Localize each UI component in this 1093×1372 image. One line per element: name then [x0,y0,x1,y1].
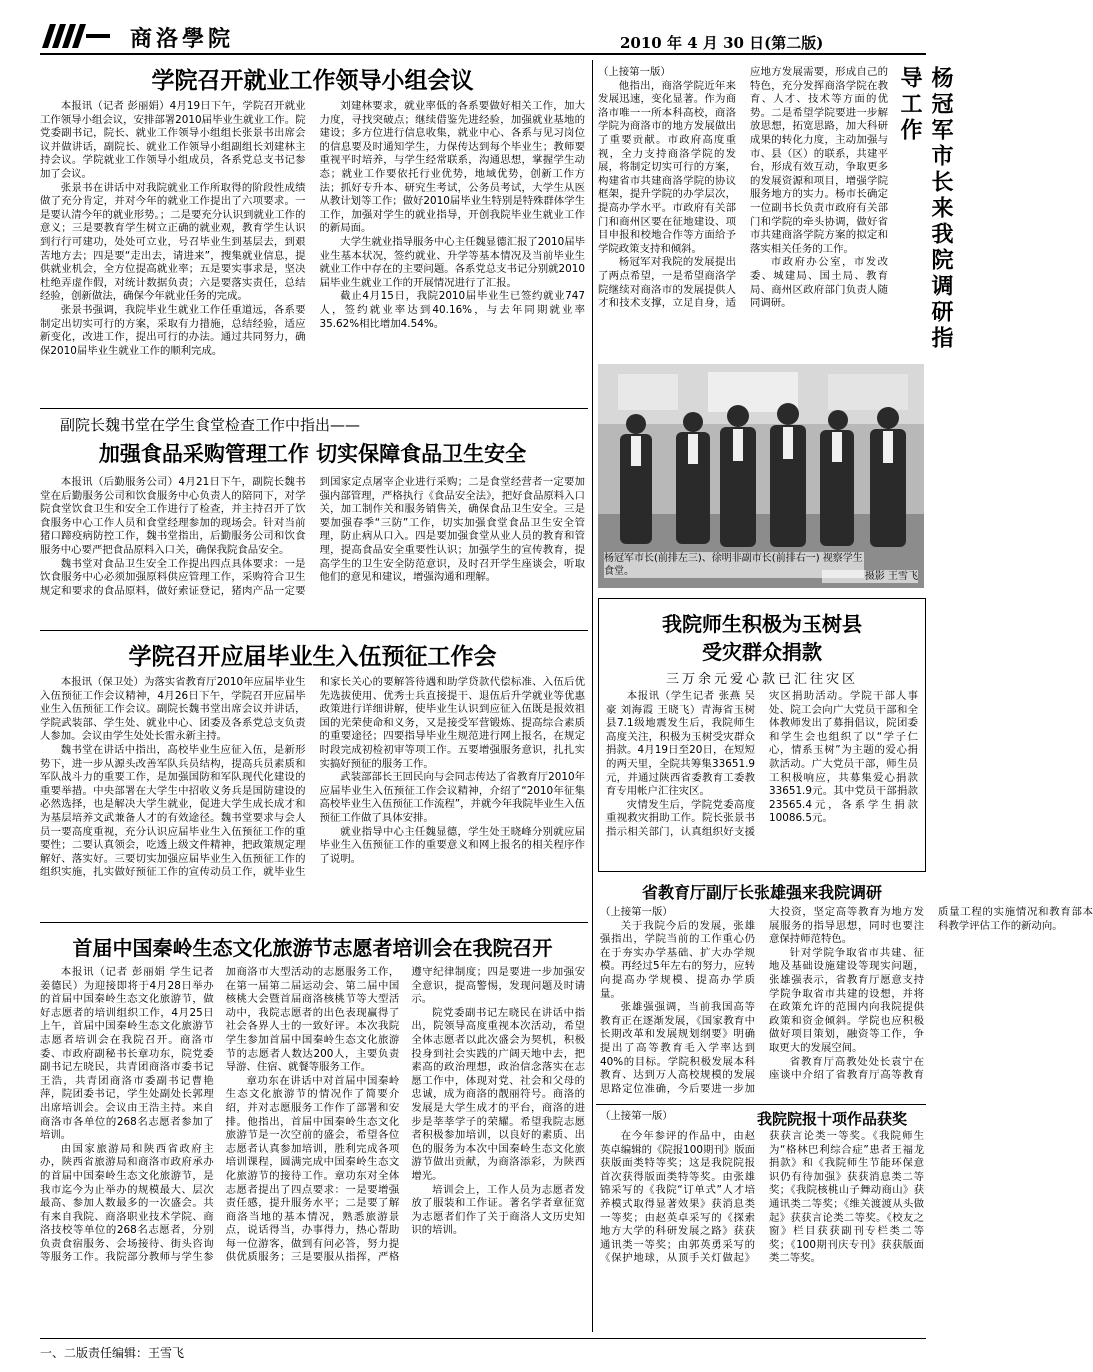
paragraph: 魏书堂在讲话中指出，高校毕业生应征入伍，是新形势下，进一步从源头改善军队兵员结构，提高兵员素质和军队战斗力的重要工作，是加强国防和军队现代化建设的重要举措。中央部署在大学生中招收义务兵是国防建设的必然选择，也是解决大学生就业，促进大学生成长成才和为基层培养文武兼备人才的有效途径。魏书堂要求与会人员一要高度重视，充分认识应届毕业生入伍预征工作的重要性；二要认真领会，吃透上级文件精神，把政策规定理解好、落实好。三要切实加强应届毕业生入伍预征工作的组织实施，扎实做好预征工作的宣传动员工作，就毕业生和家长关心的要解答待遇和助学贷款代偿标准、入伍后优先选拔使用、优秀士兵直接提干、退伍后升学就业等优惠政策进行详细讲解，使毕业生认识到应征入伍既是报效祖国的光荣使命和义务，又是接受军营锻炼、提高综合素质的重要途径；四要指导毕业生规范进行网上报名，在规定时段完成初检初审等项工作。五要增强服务意识，扎扎实实搞好预征的服务工作。 [40,676,585,879]
paragraph: 关于我院今后的发展，张雄强指出，学院当前的工作重心仍在于夯实办学基础、扩大办学规模。再经过5年左右的努力，应转向提高办学规模、提高办学质量。 [600,919,755,1000]
paragraph: 他指出，商洛学院近年来发展迅速，变化显著。作为商洛市唯一一所本科高校，商洛学院为商洛市的地方发展做出了重要贡献。市政府高度重视，全力支持商洛学院的发展，将制定切实可行的方案，构建省市共建商洛学院的协议框架，提升学院的办学层次，提高办学水平。市政府有关部门和商州区要在征地建设、项目申报和校地合作等方面给予学院政策支持和倾斜。 [598,79,736,255]
column-divider [592,60,593,1332]
paragraph: 刘建林要求，就业率低的各系要做好相关工作，加大力度，寻找突破点；继续借鉴先进经验，加强就业基地的建设；多方位进行信息收集，就业中心、各系与见习岗位的信息要及时通知学生，力保传达到每个毕业生；教师要重视平时培养，与学生经常联系，沟通思想，掌握学生动态；就业工作要依托行业优势，地域优势，创新工作方法；抓好专升本、研究生考试，公务员考试，大学生从医从教计划等工作；做好2010届毕业生特别是特殊群体学生工作，加强对学生的就业指导，开创我院毕业生就业工作的新局面。 [319,100,585,235]
article-body-awards [600,1130,924,1332]
paragraph: 培训会上，工作人员为志愿者发放了服装和工作证。著名学者章征宽为志愿者们作了关于商洛人文历史知识的培训。 [411,1183,585,1237]
continued-marker-awards: （上接第一版） [600,1110,673,1122]
article-title-donation-line2: 受灾群众捐款 [702,640,822,664]
article-title-mayor-visit: 杨冠军市长来我院调研指导工作 [897,66,953,352]
masthead-title: 商洛學院 [130,26,235,52]
paragraph: 本报讯（学生记者 张燕 吴豪 刘海霞 王晓飞）青海省玉树县7.1级地震发生后，我院师生高度关注，积极为玉树受灾群众捐款。4月19日至20日，在短短的两天里，全院共筹集33651.9元，并通过陕西省委教育工委教育专用帐户汇往灾区。 [606,690,755,798]
paragraph: 本报讯（后勤服务公司）4月21日下午，副院长魏书堂在后勤服务公司和饮食服务中心负责人的陪同下，对学院食堂饮食卫生和安全工作进行了检查，并主持召开了饮食服务中心工作人员和食堂经理参加的现场会。针对当前猪口蹄疫病防控工作，魏书堂指出，后勤服务公司和饮食服务中心要严把食品原料入口关，确保我院食品安全。 [40,476,306,556]
paragraph: 张景书强调，我院毕业生就业工作任重道远，各系要制定出切实可行的方案，采取有力措施，总结经验，适应新变化，改进工作，提出可行的办法。通过共同努力，确保2010届毕业生就业工作的顺利完成。 [40,303,306,357]
paragraph: 武装部部长王回民向与会同志传达了省教育厅2010年应届毕业生入伍预征工作会议精神，介绍了“2010年征集高校毕业生入伍预征工作流程”，并就今年我院毕业生入伍预征工作做了具体安排。 [319,771,585,824]
paragraph: 本报讯（记者 彭丽娟 学生记者 姜德民）为迎接即将于4月28日举办的首届中国秦岭生态文化旅游节，做好志愿者的培训组织工作，4月25日上午，首届中国秦岭生态文化旅游节志愿者培训会在我院召开。商洛市委、市政府副秘书长章功东，院党委副书记左晓民，共青团商洛市委书记王浩，共青团商洛市委副书记曹艳萍，院团委书记，学生处副处长郭理出席培训会。会议由王浩主持。来自商洛市各单位的268名志愿者参加了培训。 [40,966,214,1142]
footer-editor: 一、二版责任编辑：王雪飞 [40,1346,185,1360]
article-title-awards: 我院院报十项作品获奖 [756,1110,907,1128]
section-divider [40,922,588,923]
paragraph: 市政府办公室，市发改委、城建局、国土局、教育局、商州区政府部门负责人随同调研。 [750,256,888,310]
paragraph: 省教育厅高教处处长袁宁在座谈中介绍了省教育厅高等教育质量工程的实施情况和教育部本科教学评估工作的新动向。 [769,906,1093,1082]
paragraph: 魏书堂对食品卫生安全工作提出四点具体要求：一是饮食服务中心必须加强原料供应管理工作，采购符合卫生规定和要求的食品原料，做好索证登记，猪肉产品一定要到国家定点屠宰企业进行采购；二是食堂经营者一定要加强内部管理，严格执行《食品安全法》，把好食品原料入口关，加工制作关和服务销售关，确保食品卫生安全。三是要加强春季“三防”工作，切实加强食堂食品卫生安全管理，防止病从口入。四是要加强食堂从业人员的教育和管理，提高食品安全重要性认识；加强学生的宣传教育，提高学生的卫生安全防范意识，及时召开学生座谈会，听取他们的意见和建议，增强沟通和理解。 [40,476,585,597]
paragraph: 杨冠军对我院的发展提出了两点希望，一是希望商洛学院继续对商洛市的发展提供人才和技术支撑，立足自身，适应地方发展需要，形成自己的特色，充分发挥商洛学院在教育、人才、技术等方面的优势。二是希望学院要进一步解放思想，拓宽思路，加大科研成果的转化力度，主动加强与市、县（区）的联系，共建平台，形成有效互动，争取更多的发展资源和项目，增强学院服务地方的实力。杨市长确定一位副书长负责市政府有关部门和学院的牵头协调，做好省市共建商洛学院方案的拟定和落实相关任务的工作。 [598,66,888,310]
article-body-donation [606,690,918,862]
paragraph: 本报讯（保卫处）为落实省教育厅2010年应届毕业生入伍预征工作会议精神，4月26日下午，学院召开应届毕业生入伍预征工作会议。副院长魏书堂出席会议并讲话，学院武装部、学生处、就业中心、团委及各系党总支负责人参加。会议由学生处处长雷永新主持。 [40,676,306,743]
paragraph: 章功东在讲话中对首届中国秦岭生态文化旅游节的情况作了简要介绍，并对志愿服务工作作了部署和安排。他指出，首届中国秦岭生态文化旅游节是一次空前的盛会，希望各位志愿者认真参加培训，胜利完成各项培训课程，圆满完成中国秦岭生态文化旅游节的接待工作。章功东对全体志愿者提出了四点要求：一是要增强责任感，提升服务水平；二是要了解商洛当地的基本情况，熟悉旅游景点，说话得当，办事得力，热心帮助每一位游客，做到有问必答，努力提供优质服务；三是要服从指挥，严格遵守纪律制度；四是要进一步加强安全意识，提高警惕，发现问题及时请示。 [225,966,585,1264]
footer-rule [40,1338,926,1339]
continued-marker: （上接第一版） [598,66,671,78]
paragraph: 在今年参评的作品中，由赵英卓编辑的《院报100期刊》版面获版面类特等奖；这是我院院报首次获得版面类特等奖。由张雄锦采写的《我院“订单式”人才培养模式取得显著效果》获消息类一等奖；由赵英卓采写的《探索地方大学的科研发展之路》获获通讯类一等奖；由郭英勇采写的《保护地球，从顶手关灯做起》获获言论类一等奖。《我院师生为“格林巴利综合症”患者王福龙捐款》和《我院师生节能环保意识仍有待加强》获获消息类二等奖；《我院核桃山子舞动商山》获通讯类二等奖；《维关渡渡从头做起》获获言论类二等奖。《校友之窗》栏目获获副刊专栏类二等奖；《100期刊庆专刊》获获版面类二等奖。 [600,1130,924,1265]
article-title-donation-line1: 我院师生积极为玉树县 [662,612,862,636]
article-title-volunteer-training: 首届中国秦岭生态文化旅游节志愿者培训会在我院召开 [72,936,553,960]
paragraph: 大学生就业指导服务中心主任魏显德汇报了2010届毕业生基本状况，签约就业、升学等基本情况及当前毕业生就业工作中存在的主要问题。各系党总支书记分别就2010届毕业生就业工作的开展情况进行了汇报。 [319,235,585,289]
paragraph: 由国家旅游局和陕西省政府主办，陕西省旅游局和商洛市政府承办的首届中国秦岭生态文化旅游节，是我市迄今为止举办的规模最大、层次最高、参加人数最多的一次盛会。共有来自我院、商洛职业技术学院、商洛技校等单位的268名志愿者，分别负责食宿服务、会场接待、街头咨询等服务工作。我院部分教师与学生参加商洛市大型活动的志愿服务工作，在第一届第二届运动会、第二届中国核桃大会暨首届商洛核桃节等大型活动中，我院志愿者的出色表现赢得了社会各界人士的一致好评。本次我院学生参加首届中国秦岭生态文化旅游节的志愿者人数达200人，主要负责导游、住宿、就餐等服务工作。 [40,966,400,1264]
article-body-mayor-visit [598,66,888,360]
masthead-decoration [42,24,110,48]
article-title-enlistment: 学院召开应届毕业生入伍预征工作会 [128,644,497,670]
article-subtitle-donation: 三万余元爱心款已汇往灾区 [665,672,858,687]
article-body-food-safety [40,476,585,624]
section-divider [40,630,588,631]
article-body-provincial-visit [600,906,1093,1098]
article-body-employment-meeting [40,100,585,402]
continued-marker: （上接第一版） [600,906,673,918]
article-body-volunteer-training [40,966,585,1331]
article-title-employment-meeting: 学院召开就业工作领导小组会议 [151,68,474,94]
article-subtitle-food-safety: 副院长魏书堂在学生食堂检查工作中指出—— [60,416,361,434]
header-rule [40,53,926,55]
paragraph: 张雄强强调，当前我国高等教育正在逐渐发展，《国家教育中长期改革和发展规划纲要》明确提出了高等教育毛入学率达到40%的目标。学院积极发展本科教育、达到万人高校规模的发展思路定位准确，今后要进一步加大投资，坚定高等教育为地方发展服务的指导思想，同时也要注意保持师范特色。 [600,906,924,1095]
photo-credit: 摄影 王雪飞 [822,570,918,583]
paragraph: 针对学院争取省市共建、征地及基础设施建设等现实问题，张雄强表示，省教育厅愿意支持学院争取省市共建的设想，并将在政策允许的范围内向我院提供政策和资金倾斜。学院也应积极做好项目策划，融资等工作，争取更大的发展空间。 [769,946,924,1054]
paragraph: 本报讯（记者 彭丽娟）4月19日下午，学院召开就业工作领导小组会议，安排部署2010届毕业生就业工作。院党委副书记，院长、就业工作领导小组组长张景书出席会议并做讲话，副院长、就业工作领导小组副组长刘建林主持会议。学院就业工作领导小组成员，各系党总支书记参加了会议。 [40,100,306,180]
issue-date: 2010 年 4 月 30 日(第二版) [620,34,824,52]
section-divider [40,408,588,409]
article-title-provincial-visit: 省教育厅副厅长张雄强来我院调研 [641,883,882,902]
photo-caption: 杨冠军市长(前排左三)、徐明非副市长(前排右一) 视察学生食堂。 [604,553,863,577]
paragraph: 就业指导中心主任魏显德，学生处王晓峰分别就应届毕业生入伍预征工作的重要意义和网上报名的相关程序作了说明。 [319,825,585,865]
section-divider [596,1104,926,1105]
paragraph: 截止4月15日，我院2010届毕业生已签约就业747人，签约就业率达到40.16%，与去年同期就业率35.62%相比增加4.54%。 [319,290,585,330]
paragraph: 灾情发生后，学院党委高度重视救灾捐助工作。院长张景书指示相关部门，认真组织好支援灾区捐助活动。学院干部人事处、院工会向广大党员干部和全体教师发出了募捐倡议，院团委和学生会也组织了以“学子仁心，情系玉树”为主题的爱心捐款活动。广大党员干部，师生员工积极响应，共募集爱心捐款33651.9元。其中党员干部捐款23565.4元，各系学生捐款10086.5元。 [606,690,918,838]
article-title-food-safety: 加强食品采购管理工作 切实保障食品卫生安全 [98,442,527,466]
paragraph: 院党委副书记左晓民在讲话中指出，院领导高度重视本次活动，希望全体志愿者以此次盛会为契机，积极投身到社会实践的广阔天地中去，把素高的政治理想，政治信念落实在志愿工作中，体现对党、社会和父母的忠诚，成为商洛的靓丽符号。商洛的发展是大学生成才的平台，商洛的进步是莘莘学子的荣耀。希望我院志愿者积极参加培训，以良好的素质、出色的服务为本次中国秦岭生态文化旅游节做出贡献，为商洛添彩，为陕西增光。 [411,1006,585,1182]
article-body-enlistment [40,676,585,916]
paragraph: 张景书在讲话中对我院就业工作所取得的阶段性成绩做了充分肯定，并对今年的就业工作提出了六项要求。一是要认清今年的就业形势。；二是要充分认识到就业工作的意义；三是要教育学生树立正确的就业观，教育学生认识到行行可建功，处处可立业，号召毕业生到基层去，到艰苦地方去；四是要“走出去，请进来”，搜集就业信息，提供就业机会，全方位提高就业率；五是要实事求是，坚决杜绝弄虚作假，对统计数据负责；六是要落实责任，总结经验，创新做法，确保今年就业任务的完成。 [40,181,306,303]
